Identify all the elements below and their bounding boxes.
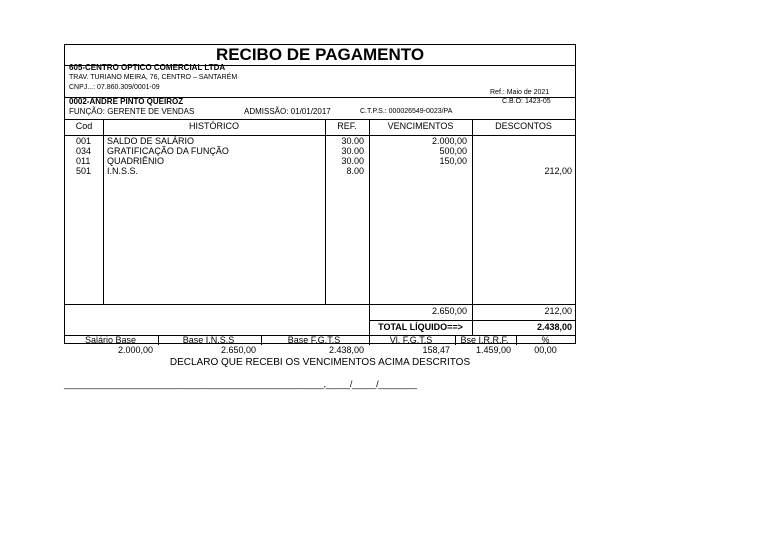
table-cell-descontos: 212,00 — [544, 166, 572, 176]
base-label-percent: % — [541, 335, 550, 345]
table-cell-historico: GRATIFICAÇÃO DA FUNÇÃO — [107, 146, 229, 156]
header-cod: Cod — [75, 121, 93, 131]
company-address: TRAV. TURIANO MEIRA, 76, CENTRO – SANTARÉM — [69, 74, 238, 81]
header-ref: REF. — [337, 121, 357, 131]
table-cell-cod: 001 — [76, 136, 92, 146]
base-value-salario: 2.000,00 — [117, 345, 153, 355]
table-cell-ref: 8.00 — [346, 166, 364, 176]
table-cell-descontos — [472, 156, 572, 166]
total-liquido-value: 2.438,00 — [536, 322, 572, 332]
base-value-irrf: 1.459,00 — [475, 345, 511, 355]
table-cell-vencimentos: 150,00 — [439, 156, 467, 166]
col-descontos — [472, 136, 572, 176]
declaration-text: DECLARO QUE RECEBI OS VENCIMENTOS ACIMA DESCRITOS — [169, 357, 471, 368]
employee-admissao: ADMISSÃO: 01/01/2017 — [244, 107, 331, 116]
col-sep-cod — [103, 119, 104, 305]
reference-period: Ref.: Maio de 2021 — [490, 89, 550, 96]
employee-ctps: C.T.P.S.: 000026549-0023/PA — [360, 108, 453, 115]
header-historico: HISTÓRICO — [188, 121, 239, 131]
base-label-irrf: Bse I.R.R.F. — [460, 335, 509, 345]
table-cell-vencimentos: 500,00 — [439, 146, 467, 156]
base-label-inss: Base I.N.S.S — [182, 335, 235, 345]
total-vencimentos: 2.650,00 — [431, 306, 467, 316]
base-value-vl-fgts: 158,47 — [422, 345, 450, 355]
table-cell-ref: 30.00 — [341, 156, 364, 166]
table-cell-descontos — [472, 146, 572, 156]
receipt-title: RECIBO DE PAGAMENTO — [215, 45, 425, 64]
table-cell-cod: 011 — [76, 156, 91, 166]
rule-employee — [65, 119, 575, 120]
col-cod — [76, 136, 91, 176]
table-cell-ref: 30.00 — [341, 136, 364, 146]
total-liquido-label: TOTAL LÍQUIDO==> — [378, 322, 463, 332]
company-name: 605-CENTRO OPTICO COMERCIAL LTDA — [69, 63, 226, 72]
base-label-salario: Salário Base — [84, 335, 137, 345]
table-cell-cod: 501 — [76, 166, 92, 176]
header-descontos: DESCONTOS — [495, 121, 552, 131]
table-cell-descontos — [472, 136, 572, 146]
base-label-fgts: Base F.G.T.S — [287, 335, 341, 345]
total-descontos: 212,00 — [544, 306, 572, 316]
table-cell-historico: SALDO DE SALÁRIO — [107, 136, 195, 146]
employee-name: 0002-ANDRE PINTO QUEIROZ — [69, 97, 184, 106]
col-ref — [325, 136, 364, 176]
base-value-fgts: 2.438,00 — [328, 345, 364, 355]
signature-line: ______________________________________________________,_____/_____/________ — [64, 379, 417, 389]
employee-funcao: FUNÇÃO: GERENTE DE VENDAS — [69, 107, 195, 116]
table-cell-ref: 30.00 — [341, 146, 364, 156]
table-cell-historico: QUADRIÊNIO — [107, 156, 165, 166]
col-vencimentos — [369, 136, 467, 176]
base-value-inss: 2.650,00 — [220, 345, 256, 355]
col-historico — [107, 136, 229, 176]
table-cell-vencimentos: 2.000,00 — [431, 136, 467, 146]
employee-cbo: C.B.O: 1423-05 — [502, 98, 551, 105]
table-cell-historico: I.N.S.S. — [107, 166, 139, 176]
rule-body-end — [65, 304, 575, 305]
base-label-vl-fgts: Vl. F.G.T.S — [389, 335, 433, 345]
header-vencimentos: VENCIMENTOS — [387, 121, 454, 131]
table-cell-vencimentos — [369, 166, 467, 176]
company-cnpj: CNPJ...: 07.860.309/0001-09 — [69, 84, 160, 91]
table-cell-cod: 034 — [76, 146, 92, 156]
base-value-percent: 00,00 — [534, 345, 557, 355]
